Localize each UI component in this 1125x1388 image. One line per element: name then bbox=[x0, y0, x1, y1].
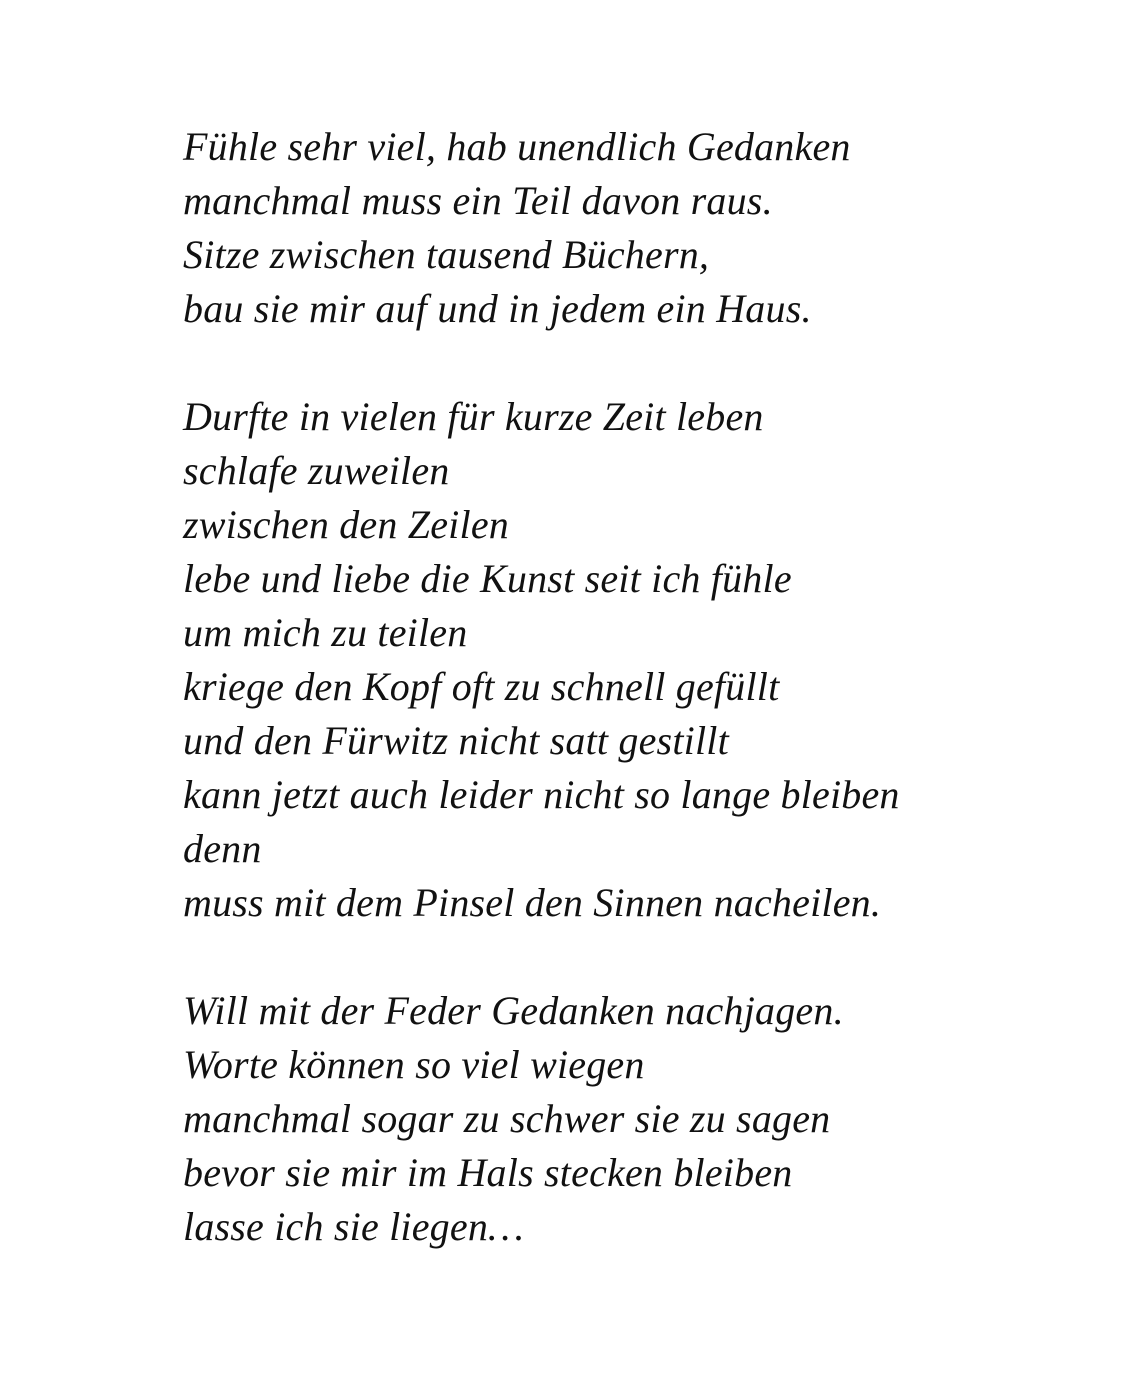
stanza-1 bbox=[183, 120, 1083, 336]
poem-line: kriege den Kopf oft zu schnell gefüllt bbox=[183, 664, 780, 709]
poem-line: schlafe zuweilen bbox=[183, 448, 450, 493]
poem-line: Will mit der Feder Gedanken nachjagen. bbox=[183, 988, 844, 1033]
stanza-3 bbox=[183, 984, 1083, 1254]
poem-line: manchmal muss ein Teil davon raus. bbox=[183, 178, 773, 223]
stanza-2 bbox=[183, 390, 1083, 930]
poem-line: lebe und liebe die Kunst seit ich fühle bbox=[183, 556, 792, 601]
poem-line: Fühle sehr viel, hab unendlich Gedanken bbox=[183, 124, 851, 169]
poem-line: Worte können so viel wiegen bbox=[183, 1042, 645, 1087]
poem-line: kann jetzt auch leider nicht so lange bleiben bbox=[183, 772, 900, 817]
poem-line: bevor sie mir im Hals stecken bleiben bbox=[183, 1150, 793, 1195]
poem-line: und den Fürwitz nicht satt gestillt bbox=[183, 718, 729, 763]
poem-line: Durfte in vielen für kurze Zeit leben bbox=[183, 394, 764, 439]
poem-line: manchmal sogar zu schwer sie zu sagen bbox=[183, 1096, 831, 1141]
poem-line: bau sie mir auf und in jedem ein Haus. bbox=[183, 286, 812, 331]
poem-line: um mich zu teilen bbox=[183, 610, 468, 655]
poem-line: Sitze zwischen tausend Büchern, bbox=[183, 232, 710, 277]
poem-line: zwischen den Zeilen bbox=[183, 502, 509, 547]
poem bbox=[183, 120, 1083, 1254]
poem-line: lasse ich sie liegen… bbox=[183, 1204, 524, 1249]
poem-line: denn bbox=[183, 826, 262, 871]
poem-line: muss mit dem Pinsel den Sinnen nacheilen. bbox=[183, 880, 882, 925]
